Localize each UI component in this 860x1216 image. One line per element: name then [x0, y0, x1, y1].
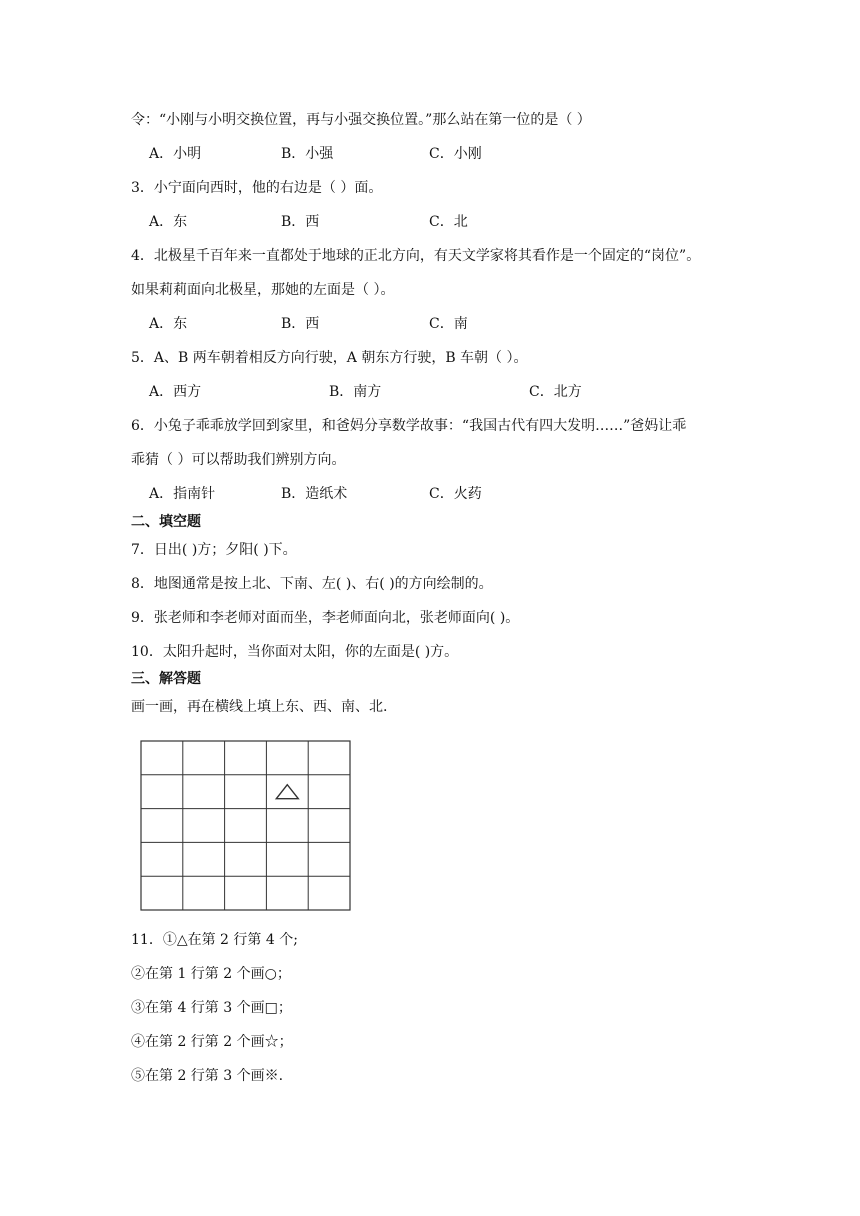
q5-option-b: B．南方: [329, 384, 382, 400]
grid-border: [141, 741, 350, 910]
q3-text: 3．小宁面向西时，他的右边是（ ）面。: [131, 180, 383, 196]
q6-text-line2: 乖猜（ ）可以帮助我们辨别方向。: [131, 452, 346, 468]
q11-line2: ②在第 1 行第 2 个画○；: [131, 966, 291, 982]
q5-option-a: A．西方: [149, 384, 202, 400]
q11-line4: ④在第 2 行第 2 个画☆；: [131, 1034, 293, 1050]
q2-text-tail: 令：“小刚与小明交换位置，再与小强交换位置。”那么站在第一位的是（ ）: [131, 112, 591, 128]
q7-text: 7．日出( )方；夕阳( )下。: [131, 542, 297, 558]
grid-lines: [141, 741, 350, 910]
triangle-icon: [276, 785, 298, 799]
q5-text: 5．A、B 两车朝着相反方向行驶，A 朝东方行驶，B 车朝（ ）。: [131, 350, 528, 366]
section-heading-answer: 三、解答题: [131, 671, 201, 687]
q9-text: 9．张老师和李老师对面而坐，李老师面向北，张老师面向( )。: [131, 610, 520, 626]
q8-text: 8．地图通常是按上北、下南、左( )、右( )的方向绘制的。: [131, 576, 493, 592]
q4-option-b: B．西: [281, 316, 320, 332]
q4-text-line2: 如果莉莉面向北极星，那她的左面是（ ）。: [131, 282, 395, 298]
q6-option-b: B．造纸术: [281, 486, 348, 502]
position-grid: [140, 740, 352, 912]
q5-option-c: C．北方: [529, 384, 582, 400]
q4-option-c: C．南: [429, 316, 468, 332]
q3-option-a: A．东: [149, 214, 188, 230]
q3-option-b: B．西: [281, 214, 320, 230]
q2-option-b: B．小强: [281, 146, 334, 162]
drawing-instruction: 画一画，再在横线上填上东、西、南、北.: [131, 699, 388, 715]
q11-line5: ⑤在第 2 行第 3 个画※.: [131, 1068, 284, 1084]
section-heading-fill-in: 二、填空题: [131, 514, 201, 530]
q11-line1: 11．①△在第 2 行第 4 个;: [131, 932, 298, 948]
q6-option-a: A．指南针: [149, 486, 216, 502]
q11-line3: ③在第 4 行第 3 个画□；: [131, 1000, 292, 1016]
q6-text-line1: 6．小兔子乖乖放学回到家里，和爸妈分享数学故事：“我国古代有四大发明……”爸妈让乖: [131, 418, 687, 434]
q2-option-a: A．小明: [149, 146, 202, 162]
q4-option-a: A．东: [149, 316, 188, 332]
q2-option-c: C．小刚: [429, 146, 482, 162]
q6-option-c: C．火药: [429, 486, 482, 502]
q10-text: 10．太阳升起时，当你面对太阳，你的左面是( )方。: [131, 644, 459, 660]
q4-text-line1: 4．北极星千百年来一直都处于地球的正北方向，有天文学家将其看作是一个固定的“岗位”。: [131, 248, 701, 264]
q3-option-c: C．北: [429, 214, 468, 230]
